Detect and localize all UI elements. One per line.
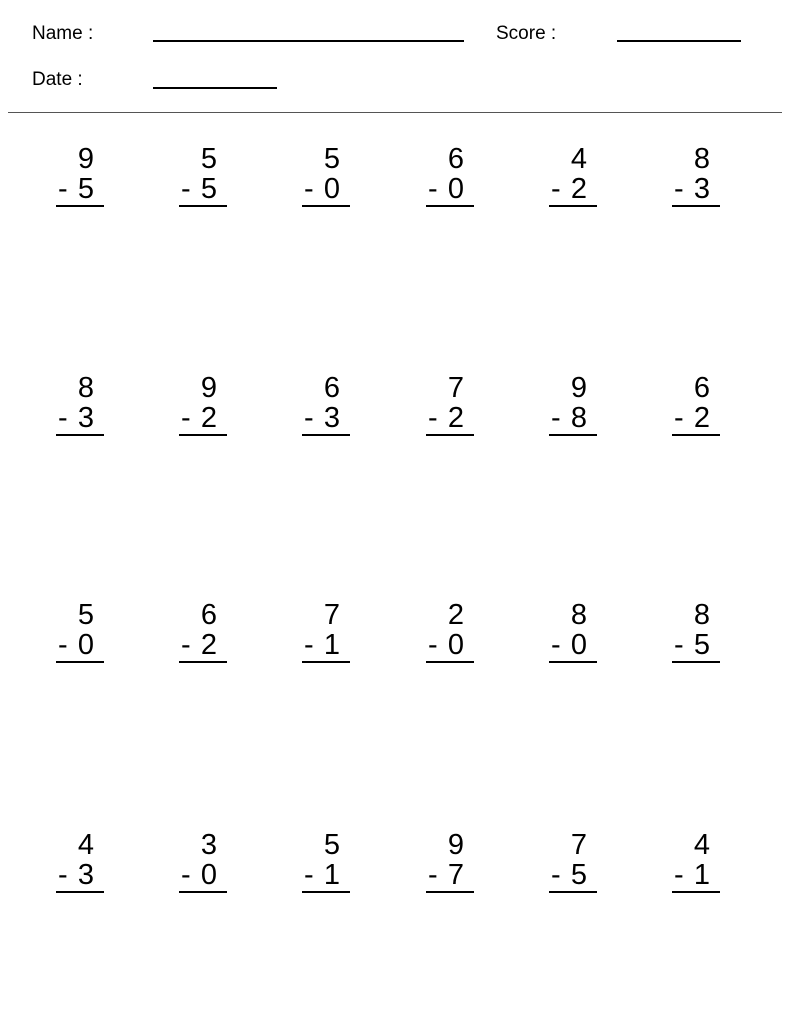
subtraction-problem [664, 830, 724, 890]
minus-sign: - [428, 173, 438, 205]
score-blank-line [617, 40, 741, 42]
subtrahend: 5 [693, 629, 710, 661]
subtraction-problem [664, 600, 724, 660]
subtraction-problem [171, 373, 231, 433]
answer-line [302, 661, 350, 663]
minuend-row [48, 830, 108, 860]
minuend-row [418, 830, 478, 860]
subtrahend-row [171, 174, 231, 204]
subtrahend: 5 [570, 859, 587, 891]
subtrahend: 1 [323, 859, 340, 891]
answer-line [56, 891, 104, 893]
subtrahend: 7 [447, 859, 464, 891]
minuend-row [541, 600, 601, 630]
minuend-row [541, 373, 601, 403]
minuend-row [48, 144, 108, 174]
minuend-row [664, 830, 724, 860]
minuend: 9 [200, 372, 217, 404]
subtrahend: 3 [77, 859, 94, 891]
subtrahend: 2 [200, 402, 217, 434]
minuend: 7 [447, 372, 464, 404]
subtraction-problem [171, 830, 231, 890]
subtraction-problem [294, 600, 354, 660]
subtraction-problem [48, 373, 108, 433]
minuend: 9 [77, 143, 94, 175]
minuend-row [48, 373, 108, 403]
minus-sign: - [181, 859, 191, 891]
answer-line [549, 891, 597, 893]
subtraction-problem [171, 600, 231, 660]
subtrahend-row [294, 403, 354, 433]
subtrahend: 1 [323, 629, 340, 661]
minuend-row [541, 830, 601, 860]
answer-line [672, 205, 720, 207]
minuend-row [171, 600, 231, 630]
minuend-row [294, 144, 354, 174]
subtraction-problem [664, 373, 724, 433]
subtrahend-row [294, 860, 354, 890]
answer-line [426, 434, 474, 436]
minuend: 8 [570, 599, 587, 631]
subtraction-problem [418, 373, 478, 433]
subtraction-problem [541, 373, 601, 433]
answer-line [302, 434, 350, 436]
minuend: 6 [693, 372, 710, 404]
subtrahend: 2 [570, 173, 587, 205]
answer-line [672, 434, 720, 436]
minuend: 8 [693, 599, 710, 631]
minuend: 8 [77, 372, 94, 404]
subtrahend-row [664, 630, 724, 660]
minuend-row [664, 600, 724, 630]
answer-line [426, 205, 474, 207]
subtraction-problem [418, 830, 478, 890]
answer-line [56, 661, 104, 663]
minus-sign: - [58, 173, 68, 205]
subtrahend: 5 [200, 173, 217, 205]
minuend: 2 [447, 599, 464, 631]
header-divider [8, 112, 782, 113]
subtraction-problem [418, 144, 478, 204]
subtraction-problem [541, 600, 601, 660]
minuend: 6 [323, 372, 340, 404]
answer-line [56, 434, 104, 436]
answer-line [302, 205, 350, 207]
answer-line [426, 661, 474, 663]
subtrahend: 3 [693, 173, 710, 205]
subtraction-problem [294, 144, 354, 204]
minuend: 4 [570, 143, 587, 175]
subtrahend-row [664, 174, 724, 204]
minus-sign: - [674, 402, 684, 434]
minuend: 5 [323, 829, 340, 861]
subtrahend-row [171, 403, 231, 433]
minus-sign: - [428, 402, 438, 434]
minus-sign: - [181, 173, 191, 205]
subtraction-problem [418, 600, 478, 660]
subtrahend: 0 [447, 173, 464, 205]
minus-sign: - [428, 629, 438, 661]
answer-line [549, 434, 597, 436]
subtrahend-row [48, 403, 108, 433]
minuend-row [171, 830, 231, 860]
minus-sign: - [551, 859, 561, 891]
subtrahend-row [171, 860, 231, 890]
minuend: 4 [693, 829, 710, 861]
subtrahend: 5 [77, 173, 94, 205]
subtrahend: 2 [200, 629, 217, 661]
minus-sign: - [674, 173, 684, 205]
minuend: 5 [77, 599, 94, 631]
subtrahend-row [541, 174, 601, 204]
minus-sign: - [181, 629, 191, 661]
answer-line [672, 891, 720, 893]
minuend: 8 [693, 143, 710, 175]
subtrahend-row [541, 860, 601, 890]
date-label: Date : [32, 69, 83, 90]
minuend-row [171, 144, 231, 174]
minus-sign: - [58, 629, 68, 661]
minuend-row [294, 830, 354, 860]
minuend-row [294, 373, 354, 403]
subtrahend: 2 [447, 402, 464, 434]
answer-line [56, 205, 104, 207]
minuend-row [541, 144, 601, 174]
minuend: 7 [570, 829, 587, 861]
subtrahend: 0 [200, 859, 217, 891]
subtrahend-row [664, 403, 724, 433]
subtrahend-row [418, 860, 478, 890]
answer-line [672, 661, 720, 663]
subtraction-problem [48, 600, 108, 660]
minus-sign: - [58, 402, 68, 434]
minuend: 5 [200, 143, 217, 175]
subtrahend: 0 [447, 629, 464, 661]
subtrahend-row [664, 860, 724, 890]
subtrahend-row [418, 403, 478, 433]
subtraction-problem [294, 373, 354, 433]
subtrahend-row [294, 630, 354, 660]
subtrahend: 3 [323, 402, 340, 434]
minus-sign: - [551, 629, 561, 661]
subtrahend-row [541, 630, 601, 660]
minus-sign: - [304, 859, 314, 891]
subtrahend: 2 [693, 402, 710, 434]
date-blank-line [153, 87, 277, 89]
subtrahend-row [294, 174, 354, 204]
answer-line [302, 891, 350, 893]
answer-line [179, 891, 227, 893]
minuend-row [418, 144, 478, 174]
subtraction-problem [294, 830, 354, 890]
minuend: 5 [323, 143, 340, 175]
subtrahend: 0 [323, 173, 340, 205]
minus-sign: - [304, 402, 314, 434]
answer-line [426, 891, 474, 893]
minuend-row [48, 600, 108, 630]
name-blank-line [153, 40, 464, 42]
subtraction-problem [48, 830, 108, 890]
minuend: 7 [323, 599, 340, 631]
minuend-row [294, 600, 354, 630]
subtraction-problem [48, 144, 108, 204]
minuend-row [171, 373, 231, 403]
minuend: 3 [200, 829, 217, 861]
subtrahend-row [48, 174, 108, 204]
subtrahend-row [171, 630, 231, 660]
minuend: 6 [200, 599, 217, 631]
minuend: 4 [77, 829, 94, 861]
subtraction-problem [664, 144, 724, 204]
minus-sign: - [551, 402, 561, 434]
subtraction-problem [541, 144, 601, 204]
subtrahend: 1 [693, 859, 710, 891]
minus-sign: - [551, 173, 561, 205]
score-label: Score : [496, 23, 557, 44]
minus-sign: - [181, 402, 191, 434]
answer-line [179, 661, 227, 663]
minus-sign: - [674, 629, 684, 661]
answer-line [179, 434, 227, 436]
minus-sign: - [674, 859, 684, 891]
answer-line [549, 661, 597, 663]
subtrahend-row [418, 174, 478, 204]
subtrahend: 0 [77, 629, 94, 661]
minus-sign: - [304, 173, 314, 205]
name-label: Name : [32, 23, 94, 44]
answer-line [549, 205, 597, 207]
minuend: 6 [447, 143, 464, 175]
subtraction-problem [171, 144, 231, 204]
minuend-row [418, 373, 478, 403]
minuend-row [418, 600, 478, 630]
minus-sign: - [58, 859, 68, 891]
subtrahend: 8 [570, 402, 587, 434]
minuend-row [664, 144, 724, 174]
minuend: 9 [570, 372, 587, 404]
minuend-row [664, 373, 724, 403]
answer-line [179, 205, 227, 207]
subtrahend-row [541, 403, 601, 433]
subtrahend-row [48, 630, 108, 660]
minus-sign: - [428, 859, 438, 891]
subtrahend-row [418, 630, 478, 660]
minuend: 9 [447, 829, 464, 861]
subtrahend: 3 [77, 402, 94, 434]
subtraction-problem [541, 830, 601, 890]
subtrahend: 0 [570, 629, 587, 661]
minus-sign: - [304, 629, 314, 661]
subtrahend-row [48, 860, 108, 890]
